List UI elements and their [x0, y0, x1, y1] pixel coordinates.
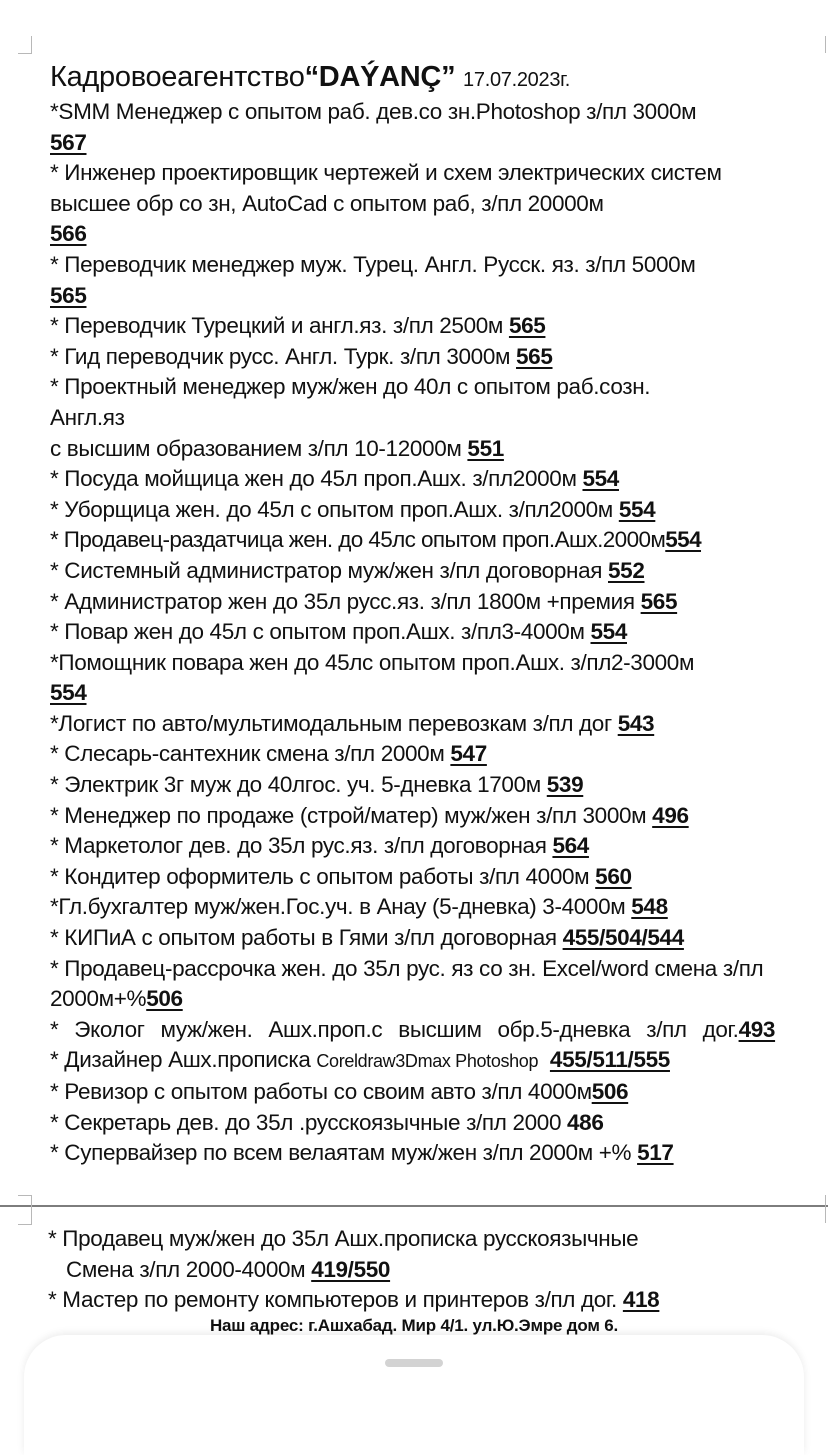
list-item: * Ревизор с опытом работы со своим авто з/пл 4000м506: [50, 1079, 629, 1104]
vacancy-code: 564: [552, 833, 589, 859]
agency-address: Наш адрес: г.Ашхабад. Мир 4/1. ул.Ю.Эмре дом 6.: [209, 1316, 619, 1335]
list-item: * Секретарь дев. до 35л .русскоязычные з/пл 2000 486: [50, 1109, 604, 1135]
vacancy-code: 554: [582, 466, 619, 492]
list-item: * Продавец-раздатчица жен. до 45лс опытом проп.Ашх.2000м554: [50, 527, 702, 553]
vacancy-code: 554: [618, 496, 656, 522]
vacancy-code: 496: [652, 802, 689, 828]
list-item: * Маркетолог дев. до 35л рус.яз. з/пл договорная 564: [50, 833, 589, 859]
vacancy-code: 419/550: [311, 1256, 391, 1282]
vacancy-code: 543: [617, 710, 655, 736]
list-item: * Слесарь-сантехник смена з/пл 2000м 547: [50, 741, 487, 767]
list-item: * Проектный менеджер муж/жен до 40л с опытом раб.созн.: [50, 374, 651, 400]
vacancy-code: 455/504/544: [562, 925, 684, 951]
list-item: * Менеджер по продаже (строй/матер) муж/жен з/пл 3000м 496: [50, 802, 689, 828]
vacancy-code: 565: [640, 588, 678, 614]
list-item: * Гид переводчик русс. Англ. Турк. з/пл 3000м 565: [50, 343, 553, 369]
page-corner-mark: [18, 36, 32, 54]
vacancy-code: 547: [450, 741, 487, 767]
vacancy-code: 552: [608, 557, 645, 583]
vacancy-code: 418: [622, 1287, 660, 1313]
vacancy-code: 551: [467, 435, 504, 461]
list-item: * Супервайзер по всем велаятам муж/жен з/пл 2000м +% 517: [50, 1140, 674, 1166]
vacancy-list: [50, 60, 828, 1169]
list-item: * Инженер проектировщик чертежей и схем электрических систем высшее обр со зн, AutoCad с опытом раб, з/пл 20000м: [50, 160, 722, 216]
vacancy-code: 548: [631, 894, 668, 920]
list-item: *SMM Менеджер с опытом раб. дев.со зн.Photoshop з/пл 3000м: [50, 99, 697, 124]
list-item: * Электрик 3г муж до 40лгос. уч. 5-дневка 1700м 539: [50, 772, 584, 798]
vacancy-code: 565: [50, 282, 87, 308]
vacancy-code: 554: [665, 527, 702, 553]
list-item: * Системный администратор муж/жен з/пл договорная 552: [50, 557, 645, 583]
list-item-continuation: Смена з/пл 2000-4000м 419/550: [66, 1256, 391, 1282]
vacancy-code: 506: [146, 986, 183, 1012]
vacancy-code: 493: [738, 1016, 776, 1042]
vacancy-code: 566: [50, 221, 87, 247]
vacancy-code: 539: [546, 772, 584, 798]
bottom-sheet[interactable]: [24, 1335, 804, 1455]
agency-name: Кадровоеагентство: [50, 61, 305, 93]
vacancy-code: 506: [591, 1079, 629, 1104]
list-item: * Дизайнер Ашх.прописка Coreldraw3Dmax Photoshop 455/511/555: [50, 1047, 670, 1073]
list-item: * Переводчик Турецкий и англ.яз. з/пл 2500м 565: [50, 313, 546, 339]
list-item: * КИПиА с опытом работы в Гями з/пл договорная 455/504/544: [50, 925, 684, 951]
list-item: * Продавец муж/жен до 35л Ашх.прописка русскоязычные: [48, 1226, 639, 1251]
list-item-code-line: [50, 128, 828, 159]
list-item: *Логист по авто/мультимодальным перевозкам з/пл дог 543: [50, 710, 655, 736]
list-item: * Мастер по ремонту компьютеров и принтеров з/пл дог. 418: [48, 1287, 660, 1313]
agency-brand: “DAÝANÇ”: [304, 61, 456, 93]
vacancy-code: 554: [590, 619, 627, 645]
software-list: Coreldraw3Dmax Photoshop: [316, 1051, 539, 1072]
list-item-code-line: [50, 219, 828, 250]
vacancy-code: 565: [516, 343, 553, 369]
vacancy-code: 486: [567, 1109, 604, 1135]
list-item: * Посуда мойщица жен до 45л проп.Ашх. з/пл2000м 554: [50, 466, 619, 492]
list-item: *Помощник повара жен до 45лс опытом проп.Ашх. з/пл2-3000м: [50, 649, 695, 675]
list-item: *Гл.бухгалтер муж/жен.Гос.уч. в Анау (5-дневка) 3-4000м 548: [50, 894, 668, 920]
vacancy-code: 455/511/555: [549, 1047, 670, 1073]
vacancy-code: 567: [50, 129, 87, 155]
vacancy-code: 517: [637, 1140, 674, 1166]
vacancy-code: 565: [508, 313, 546, 339]
list-item: * Уборщица жен. до 45л с опытом проп.Ашх. з/пл2000м 554: [50, 496, 656, 522]
page-title: [50, 60, 828, 97]
list-item-continuation: с высшим образованием з/пл 10-12000м 551: [50, 435, 504, 461]
page-break-divider: [0, 1205, 828, 1207]
list-item-continuation: Англ.яз: [50, 404, 125, 430]
document-date: 17.07.2023г.: [463, 69, 570, 91]
list-item: * Эколог муж/жен. Ашх.проп.с высшим обр.5-дневка з/пл дог.493: [50, 1016, 776, 1042]
page-corner-mark: [18, 1195, 32, 1225]
list-item: * Переводчик менеджер муж. Турец. Англ. Русск. яз. з/пл 5000м: [50, 251, 696, 277]
list-item-code-line: [50, 678, 828, 709]
list-item: * Кондитер оформитель с опытом работы з/пл 4000м 560: [50, 863, 632, 889]
list-item: * Повар жен до 45л с опытом проп.Ашх. з/пл3-4000м 554: [50, 619, 627, 645]
vacancy-code: 560: [595, 863, 632, 889]
drag-handle-icon[interactable]: [385, 1359, 443, 1367]
vacancy-list-page-2: [48, 1224, 808, 1316]
list-item-code-line: [50, 281, 828, 312]
vacancy-code: 554: [50, 680, 87, 706]
list-item: * Продавец-рассрочка жен. до 35л рус. яз со зн. Excel/word смена з/пл 2000м+%506: [50, 955, 764, 1012]
list-item: * Администратор жен до 35л русс.яз. з/пл 1800м +премия 565: [50, 588, 678, 614]
